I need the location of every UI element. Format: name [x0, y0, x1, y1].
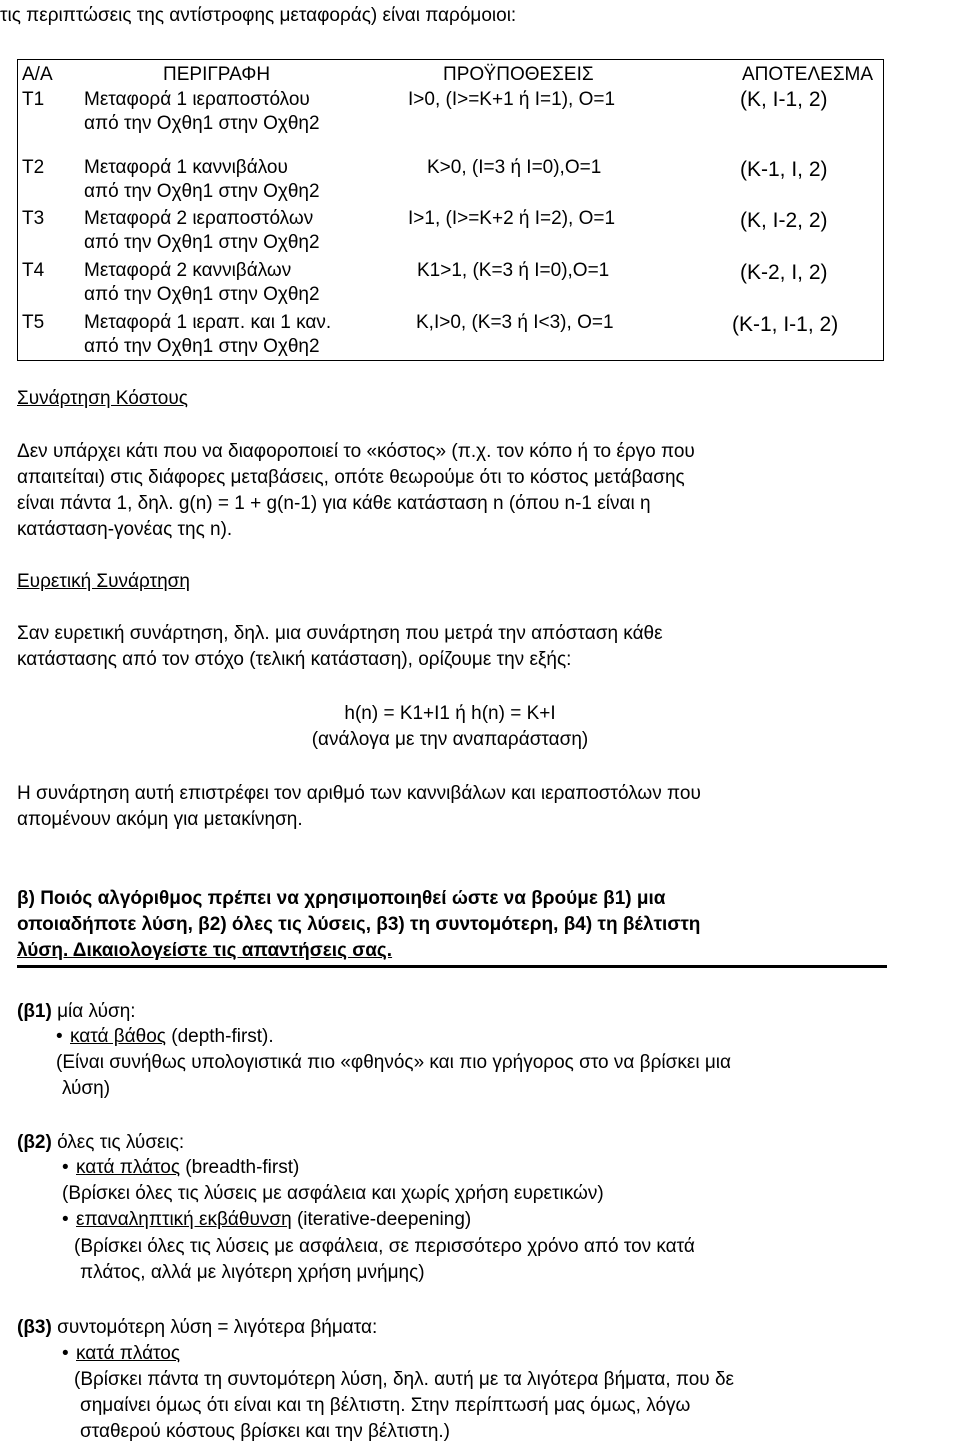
b1-heading — [17, 1000, 136, 1024]
table-row-desc: Μεταφορά 1 ιεραποστόλου — [84, 89, 310, 110]
heuristic-after-line: Η συνάρτηση αυτή επιστρέφει τον αριθμό των καννιβάλων και ιεραποστόλων που — [17, 783, 701, 804]
table-row-desc-sub: από την Οχθη1 στην Οχθη2 — [84, 113, 320, 134]
cost-heading: Συνάρτηση Κόστους — [17, 388, 188, 409]
table-row-id: Τ2 — [22, 157, 45, 178]
heuristic-line: Σαν ευρετική συνάρτηση, δηλ. μια συνάρτηση που μετρά την απόσταση κάθε — [17, 623, 663, 644]
table-row-condition: I>1, (I>=K+2 ή I=2), O=1 — [408, 208, 616, 229]
question-line: λύση. Δικαιολογείστε τις απαντήσεις σας. — [17, 940, 393, 961]
table-row-condition: I>0, (I>=K+1 ή I=1), O=1 — [408, 89, 616, 110]
b2-bullet2-rest: (iterative-deepening) — [291, 1209, 472, 1230]
table-row-desc: Μεταφορά 1 ιεραπ. και 1 καν. — [84, 312, 332, 333]
b2-bullet — [62, 1208, 471, 1232]
b1-title: μία λύση: — [51, 1001, 136, 1022]
b2-note: (Βρίσκει όλες τις λύσεις με ασφάλεια, σε περισσότερο χρόνο από τον κατά — [74, 1236, 695, 1257]
b3-label: (β3) — [17, 1317, 52, 1338]
b1-label: (β1) — [17, 1001, 52, 1022]
question-divider — [17, 965, 887, 968]
b3-title: συντομότερη λύση = λιγότερα βήματα: — [51, 1317, 378, 1338]
table-row-desc-sub: από την Οχθη1 στην Οχθη2 — [84, 181, 320, 202]
table-row-id: Τ5 — [22, 312, 45, 333]
table-row-id: Τ3 — [22, 208, 45, 229]
b2-bullet — [62, 1156, 299, 1180]
cost-line: Δεν υπάρχει κάτι που να διαφοροποιεί το «κόστος» (π.χ. τον κόπο ή το έργο που — [17, 441, 695, 462]
cost-line: απαιτείται) στις διάφορες μεταβάσεις, οπότε θεωρούμε ότι το κόστος μετάβασης — [17, 467, 685, 488]
b2-heading — [17, 1131, 184, 1155]
table-header-conditions: ΠΡΟΫΠΟΘΕΣΕΙΣ — [443, 64, 594, 85]
b1-bullet — [56, 1025, 274, 1049]
b3-note: σταθερού κόστους βρίσκει και την βέλτιστη.) — [80, 1421, 451, 1442]
table-row-result: (K-2, I, 2) — [740, 261, 828, 284]
table-row-result: (K, I-2, 2) — [740, 209, 828, 232]
intro-text: τις περιπτώσεις της αντίστροφης μεταφοράς) είναι παρόμοιοι: — [0, 5, 517, 26]
table-row-condition: K>0, (I=3 ή I=0),O=1 — [427, 157, 602, 178]
b3-heading — [17, 1316, 377, 1340]
heuristic-line: κατάστασης από τον στόχο (τελική κατάσταση), ορίζουμε την εξής: — [17, 649, 572, 670]
table-header-result: ΑΠΟΤΕΛΕΣΜΑ — [742, 64, 874, 85]
table-row-desc: Μεταφορά 2 καννιβάλων — [84, 260, 292, 281]
table-row-desc: Μεταφορά 1 καννιβάλου — [84, 157, 288, 178]
b1-note: λύση) — [62, 1078, 111, 1099]
heuristic-formula-note: (ανάλογα με την αναπαράσταση) — [311, 729, 589, 750]
table-row-desc-sub: από την Οχθη1 στην Οχθη2 — [84, 336, 320, 357]
b2-title: όλες τις λύσεις: — [51, 1132, 185, 1153]
table-row-condition: K1>1, (K=3 ή I=0),O=1 — [417, 260, 610, 281]
heuristic-after-line: απομένουν ακόμη για μετακίνηση. — [17, 809, 303, 830]
b2-note: (Βρίσκει όλες τις λύσεις με ασφάλεια και χωρίς χρήση ευρετικών) — [62, 1183, 604, 1204]
b3-bullet-main: κατά πλάτος — [76, 1343, 181, 1364]
b1-bullet-main: κατά βάθος — [70, 1026, 166, 1047]
heuristic-heading: Ευρετική Συνάρτηση — [17, 571, 190, 592]
table-row-desc-sub: από την Οχθη1 στην Οχθη2 — [84, 232, 320, 253]
b2-bullet2-main: επαναληπτική εκβάθυνση — [76, 1209, 292, 1230]
b2-bullet1-rest: (breadth-first) — [180, 1157, 300, 1178]
question-line: οποιαδήποτε λύση, β2) όλες τις λύσεις, β3) τη συντομότερη, β4) τη βέλτιστη — [17, 914, 701, 935]
table-row-id: Τ1 — [22, 89, 45, 110]
table-row-desc-sub: από την Οχθη1 στην Οχθη2 — [84, 284, 320, 305]
table-row-result: (K-1, I, 2) — [740, 158, 828, 181]
b1-bullet-rest: (depth-first). — [165, 1026, 274, 1047]
b3-note: (Βρίσκει πάντα τη συντομότερη λύση, δηλ. αυτή με τα λιγότερα βήματα, που δε — [74, 1369, 734, 1390]
b2-label: (β2) — [17, 1132, 52, 1153]
b1-note: (Είναι συνήθως υπολογιστικά πιο «φθηνός» και πιο γρήγορος στο να βρίσκει μια — [56, 1052, 731, 1073]
b3-note: σημαίνει όμως ότι είναι και τη βέλτιστη. Στην περίπτωσή μας όμως, λόγω — [80, 1395, 691, 1416]
b3-bullet — [62, 1342, 180, 1366]
table-header-description: ΠΕΡΙΓΡΑΦΗ — [163, 64, 271, 85]
heuristic-formula: h(n) = K1+I1 ή h(n) = K+I — [344, 703, 556, 724]
table-row-result: (K-1, I-1, 2) — [732, 313, 839, 336]
table-header-id: Α/Α — [22, 64, 53, 85]
table-row-result: (K, I-1, 2) — [740, 88, 828, 111]
cost-line: είναι πάντα 1, δηλ. g(n) = 1 + g(n-1) για κάθε κατάσταση n (όπου n-1 είναι η — [17, 493, 651, 514]
cost-line: κατάσταση-γονέας της n). — [17, 519, 233, 540]
b2-note: πλάτος, αλλά με λιγότερη χρήση μνήμης) — [80, 1262, 425, 1283]
table-row-desc: Μεταφορά 2 ιεραποστόλων — [84, 208, 314, 229]
question-line: β) Ποιός αλγόριθμος πρέπει να χρησιμοποιηθεί ώστε να βρούμε β1) μια — [17, 888, 666, 909]
table-row-id: Τ4 — [22, 260, 45, 281]
b2-bullet1-main: κατά πλάτος — [76, 1157, 181, 1178]
table-row-condition: K,I>0, (K=3 ή I<3), O=1 — [416, 312, 614, 333]
